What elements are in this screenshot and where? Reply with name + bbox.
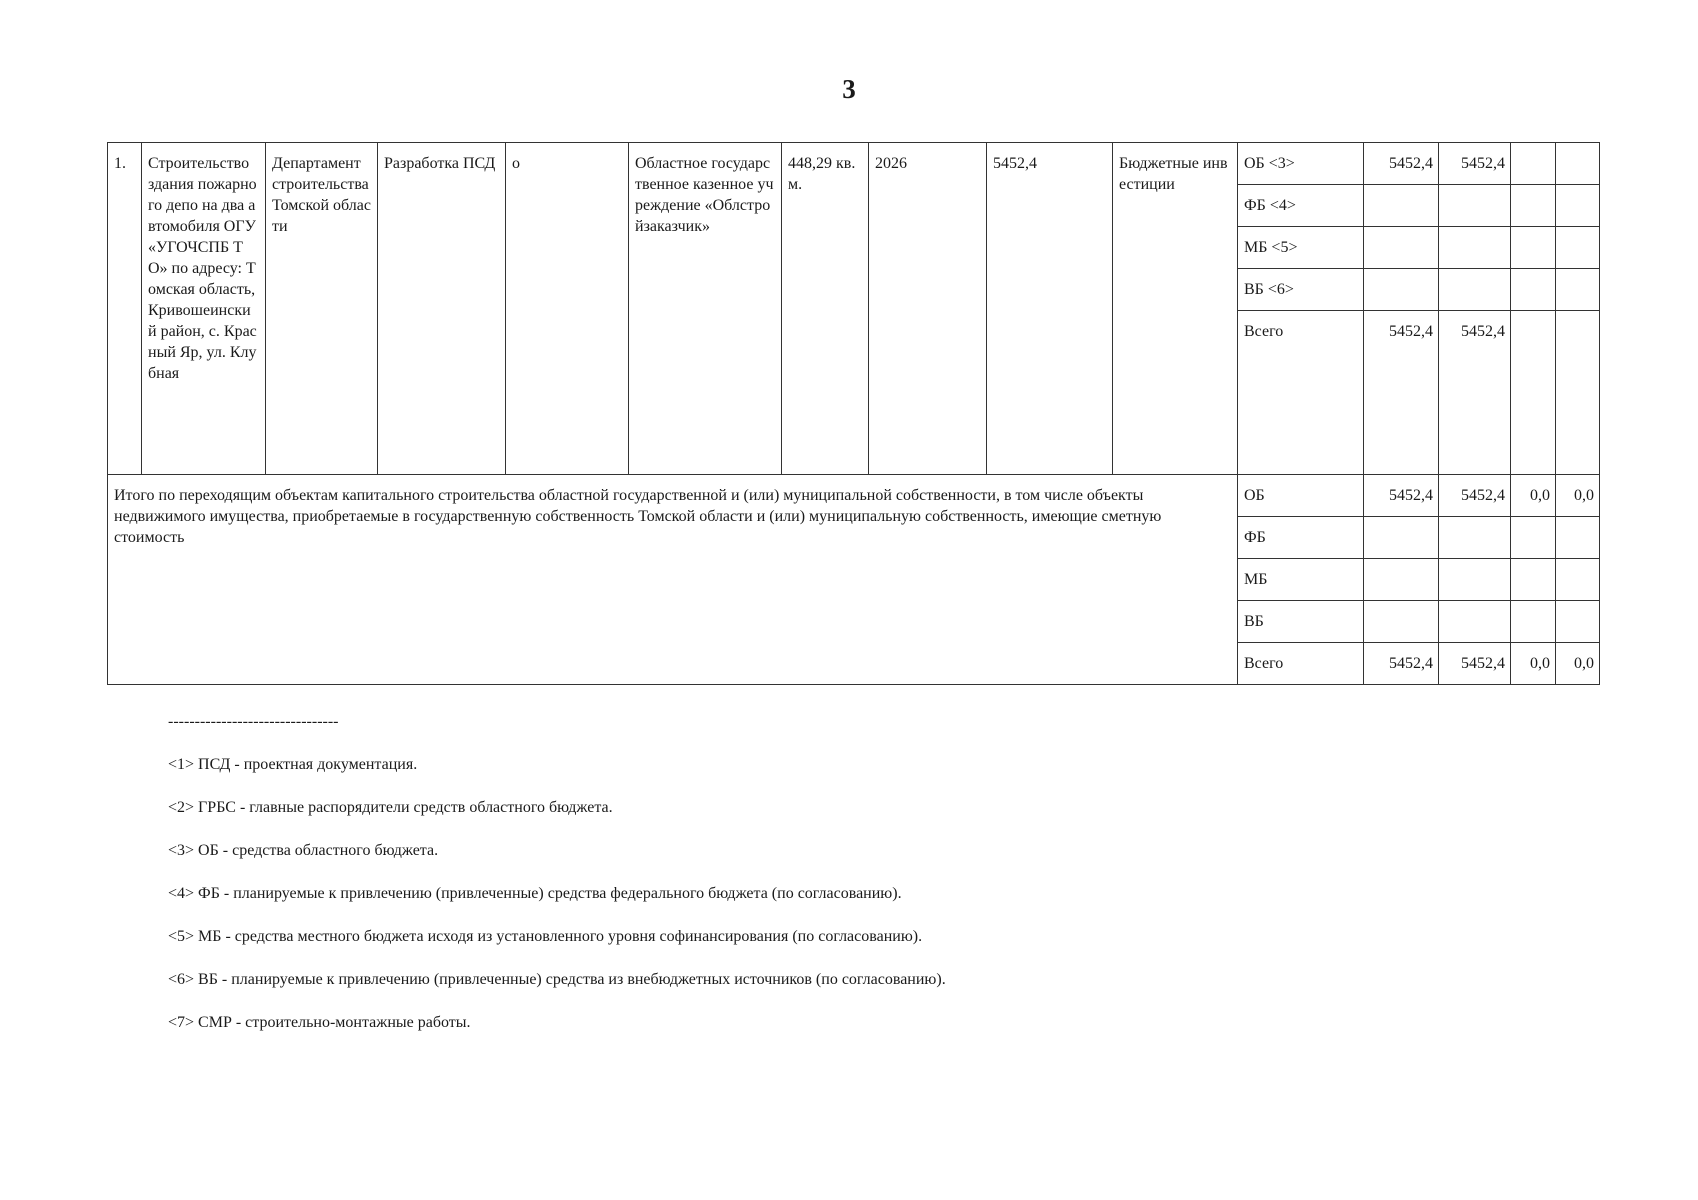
funding-value: 5452,4 [1439, 643, 1511, 685]
funding-source: ФБ <4> [1238, 185, 1364, 227]
object-stage: Разработка ПСД [378, 143, 506, 475]
funding-value [1439, 559, 1511, 601]
funding-value [1511, 185, 1556, 227]
funding-source: ОБ [1238, 475, 1364, 517]
funding-value [1556, 559, 1600, 601]
funding-value [1556, 185, 1600, 227]
funding-value: 5452,4 [1364, 643, 1439, 685]
funding-value: 0,0 [1556, 643, 1600, 685]
funding-value [1364, 269, 1439, 311]
funding-value [1439, 517, 1511, 559]
funding-value: 0,0 [1556, 475, 1600, 517]
funding-source: ВБ <6> [1238, 269, 1364, 311]
funding-source: ОБ <3> [1238, 143, 1364, 185]
funding-value [1439, 601, 1511, 643]
funding-value: 5452,4 [1364, 311, 1439, 475]
summary-label: Итого по переходящим объектам капитального строительства областной государственной и (или) муниципальной собственности, в том числе объекты недвижимого имущества, приобретаемые в государственную собственность Томской области и (или) муниципальную собственность, имеющие сметную стоимость [108, 475, 1238, 685]
funding-value: 0,0 [1511, 475, 1556, 517]
funding-value: 5452,4 [1439, 475, 1511, 517]
funding-value: 5452,4 [1364, 143, 1439, 185]
page-number: 3 [842, 74, 856, 104]
funding-value: 5452,4 [1439, 143, 1511, 185]
footnote-item: <6> ВБ - планируемые к привлечению (привлеченные) средства из внебюджетных источников (по согласованию). [168, 971, 946, 988]
funding-value [1511, 227, 1556, 269]
footnote-separator: -------------------------------- [168, 713, 339, 730]
summary-row-group [108, 475, 1600, 685]
funding-source: Всего [1238, 643, 1364, 685]
funding-value [1556, 227, 1600, 269]
object-mark: о [506, 143, 629, 475]
row-index: 1. [108, 143, 142, 475]
funding-value [1511, 601, 1556, 643]
funding-source: ФБ [1238, 517, 1364, 559]
footnote-item: <4> ФБ - планируемые к привлечению (привлеченные) средства федерального бюджета (по согласованию). [168, 885, 902, 902]
footnote-item: <1> ПСД - проектная документация. [168, 756, 418, 773]
funding-value [1511, 517, 1556, 559]
funding-source: МБ [1238, 559, 1364, 601]
funding-value [1556, 517, 1600, 559]
funding-value [1511, 143, 1556, 185]
footnote-item: <5> МБ - средства местного бюджета исходя из установленного уровня софинансирования (по согласованию). [168, 928, 923, 945]
object-grbs: Департамент строительства Томской области [266, 143, 378, 475]
funding-source: Всего [1238, 311, 1364, 475]
object-name: Строительство здания пожарного депо на два автомобиля ОГУ «УГОЧСПБ ТО» по адресу: Томская область, Кривошеинский район, с. Красный Яр, ул. Клубная [142, 143, 266, 475]
funding-value [1439, 269, 1511, 311]
funding-source: МБ <5> [1238, 227, 1364, 269]
footnote-item: <3> ОБ - средства областного бюджета. [168, 842, 439, 859]
footnotes [168, 712, 946, 1056]
funding-value [1439, 185, 1511, 227]
funding-value: 0,0 [1511, 643, 1556, 685]
funding-value [1364, 185, 1439, 227]
funding-value [1511, 269, 1556, 311]
funding-value [1364, 559, 1439, 601]
funding-value [1511, 311, 1556, 475]
object-capacity: 448,29 кв.м. [782, 143, 869, 475]
object-customer: Областное государственное казенное учреждение «Облстройзаказчик» [629, 143, 782, 475]
funding-value [1364, 601, 1439, 643]
funding-source: ВБ [1238, 601, 1364, 643]
footnote-item: <7> СМР - строительно-монтажные работы. [168, 1014, 471, 1031]
funding-value [1439, 227, 1511, 269]
funding-value [1556, 601, 1600, 643]
object-row-group [108, 143, 1600, 475]
capital-construction-table [107, 142, 1600, 685]
funding-value [1556, 143, 1600, 185]
funding-value [1556, 311, 1600, 475]
funding-value [1556, 269, 1600, 311]
funding-value: 5452,4 [1439, 311, 1511, 475]
funding-value [1364, 517, 1439, 559]
funding-value [1364, 227, 1439, 269]
object-cost: 5452,4 [987, 143, 1113, 475]
object-investment-form: Бюджетные инвестиции [1113, 143, 1238, 475]
funding-value: 5452,4 [1364, 475, 1439, 517]
object-year: 2026 [869, 143, 987, 475]
footnote-item: <2> ГРБС - главные распорядители средств областного бюджета. [168, 799, 613, 816]
funding-value [1511, 559, 1556, 601]
